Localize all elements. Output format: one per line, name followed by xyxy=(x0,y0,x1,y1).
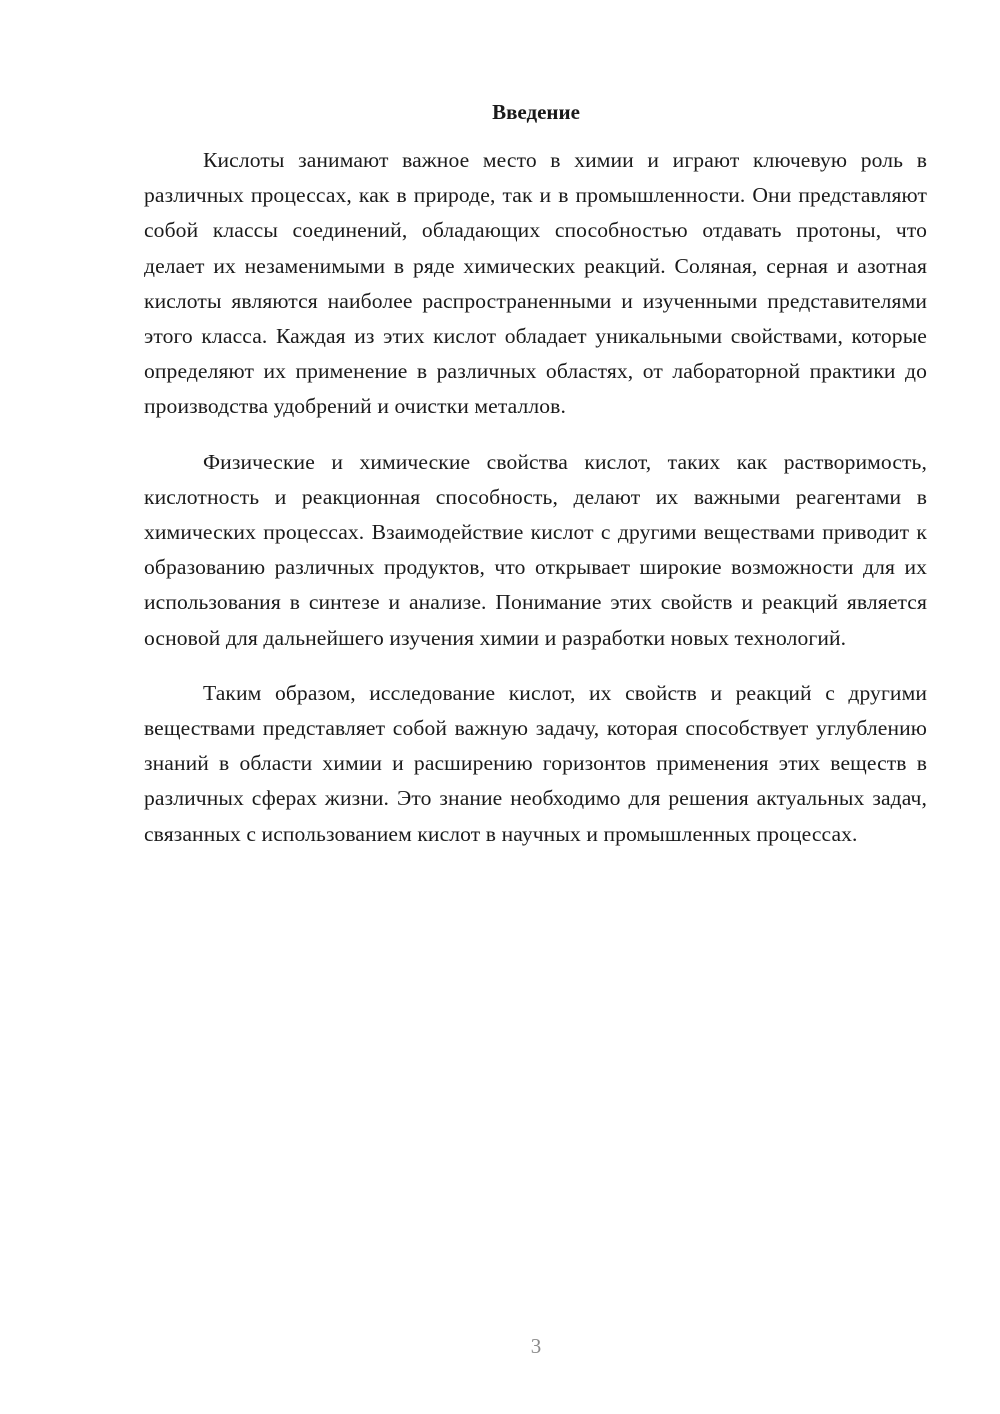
page-title: Введение xyxy=(492,100,580,124)
page-number: 3 xyxy=(530,1334,542,1358)
paragraph-3: Таким образом, исследование кислот, их свойств и реакций с другими веществами представляет собой важную задачу, которая способствует углублению знаний в области химии и расширению горизонтов применения этих веществ в различных сферах жизни. Это знание необходимо для решения актуальных задач, связанных с использованием кислот в научных и промышленных процессах. xyxy=(144,680,927,846)
paragraph-2: Физические и химические свойства кислот, таких как растворимость, кислотность и реакционная способность, делают их важными реагентами в химических процессах. Взаимодействие кислот с другими веществами приводит к образованию различных продуктов, что открывает широкие возможности для их использования в синтезе и анализе. Понимание этих свойств и реакций является основой для дальнейшего изучения химии и разработки новых технологий. xyxy=(144,449,927,650)
body-text xyxy=(144,143,927,852)
paragraph-1: Кислоты занимают важное место в химии и играют ключевую роль в различных процессах, как в природе, так и в промышленности. Они представляют собой классы соединений, обладающих способностью отдавать протоны, что делает их незаменимыми в ряде химических реакций. Соляная, серная и азотная кислоты являются наиболее распространенными и изученными представителями этого класса. Каждая из этих кислот обладает уникальными свойствами, которые определяют их применение в различных областях, от лабораторной практики до производства удобрений и очистки металлов. xyxy=(144,148,927,419)
